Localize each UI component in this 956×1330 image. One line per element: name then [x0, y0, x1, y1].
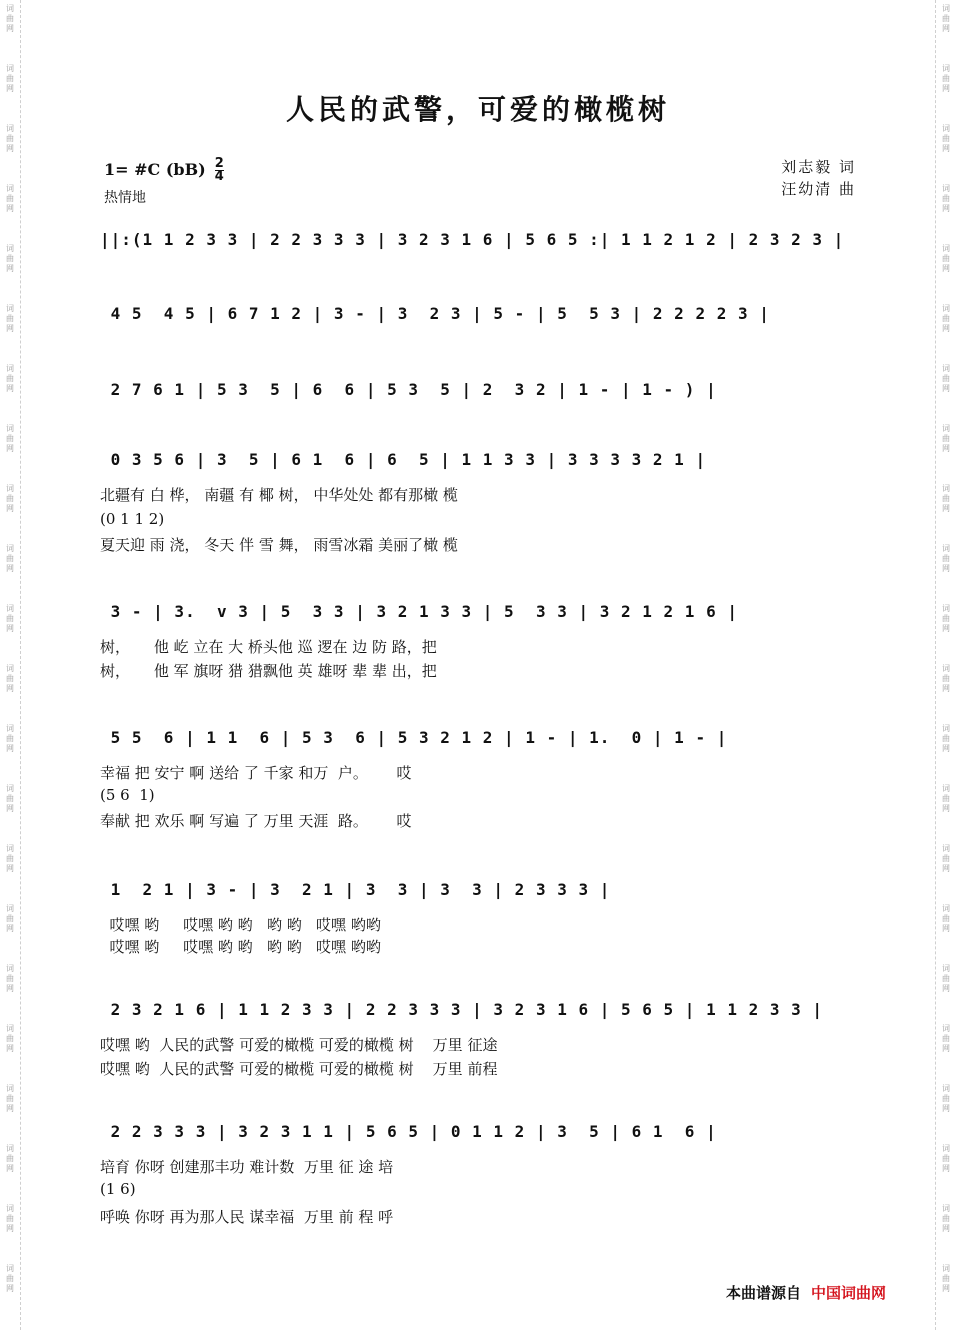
watermark-glyph-group: 词 曲 网 [942, 304, 950, 333]
lyric-verse-1: 幸福 把 安宁 啊 送给 了 千家 和万 户。 哎 [100, 764, 412, 782]
notation-line: 5 5 6 | 1 1 6 | 5 3 6 | 5 3 2 1 2 | 1 - | 1. 0 | 1 - | [100, 728, 728, 747]
watermark-glyph-group: 词 曲 网 [942, 604, 950, 633]
site-link[interactable]: 中国词曲网 [811, 1284, 887, 1302]
key-label: 1= #C (bB) [104, 160, 206, 179]
notation-line: 2 2 3 3 3 | 3 2 3 1 1 | 5 6 5 | 0 1 1 2 | 3 5 | 6 1 6 | [100, 1122, 717, 1141]
notation-line: 0 3 5 6 | 3 5 | 6 1 6 | 6 5 | 1 1 3 3 | 3 3 3 3 2 1 | [100, 450, 707, 469]
tempo-marking: 热情地 [104, 190, 146, 206]
watermark-glyph-group: 词 曲 网 [6, 184, 14, 213]
watermark-glyph-group: 词 曲 网 [6, 1264, 14, 1293]
watermark-glyph-group: 词 曲 网 [942, 4, 950, 33]
watermark-glyph-group: 词 曲 网 [6, 124, 14, 153]
watermark-glyph-group: 词 曲 网 [942, 1204, 950, 1233]
key-signature [104, 158, 224, 183]
watermark-glyph-group: 词 曲 网 [942, 964, 950, 993]
watermark-glyph-group: 词 曲 网 [6, 4, 14, 33]
source-footer [726, 1282, 886, 1303]
watermark-glyph-group: 词 曲 网 [942, 784, 950, 813]
watermark-glyph-group: 词 曲 网 [6, 844, 14, 873]
watermark-glyph-group: 词 曲 网 [942, 424, 950, 453]
watermark-glyph-group: 词 曲 网 [6, 1084, 14, 1113]
notation-line: 3 - | 3. v 3 | 5 3 3 | 3 2 1 3 3 | 5 3 3 | 3 2 1 2 1 6 | [100, 602, 738, 621]
notation-line: 2 7 6 1 | 5 3 5 | 6 6 | 5 3 5 | 2 3 2 | 1 - | 1 - ) | [100, 380, 717, 399]
watermark-glyph-group: 词 曲 网 [6, 664, 14, 693]
lyric-verse-1: 哎嘿 哟 哎嘿 哟 哟 哟 哟 哎嘿 哟哟 [100, 916, 381, 934]
lyric-verse-1: 培育 你呀 创建那丰功 难计数 万里 征 途 培 [100, 1158, 394, 1176]
lyric-verse-1: 哎嘿 哟 人民的武警 可爱的橄榄 可爱的橄榄 树 万里 征途 [100, 1036, 498, 1054]
time-signature [215, 158, 224, 183]
watermark-glyph-group: 词 曲 网 [6, 304, 14, 333]
lyric-verse-1: 北疆有 白 桦， 南疆 有 椰 树， 中华处处 都有那橄 榄 [100, 486, 458, 504]
watermark-glyph-group: 词 曲 网 [6, 364, 14, 393]
watermark-glyph-group: 词 曲 网 [6, 1144, 14, 1173]
lyric-verse-2: 呼唤 你呀 再为那人民 谋幸福 万里 前 程 呼 [100, 1208, 394, 1226]
watermark-glyph-group: 词 曲 网 [6, 784, 14, 813]
watermark-glyph-group: 词 曲 网 [942, 64, 950, 93]
watermark-glyph-group: 词 曲 网 [942, 1264, 950, 1293]
watermark-glyph-group: 词 曲 网 [942, 124, 950, 153]
watermark-glyph-group: 词 曲 网 [942, 664, 950, 693]
watermark-glyph-group: 词 曲 网 [6, 544, 14, 573]
lyric-verse-2: 夏天迎 雨 浇， 冬天 伴 雪 舞， 雨雪冰霜 美丽了橄 榄 [100, 536, 458, 554]
watermark-glyph-group: 词 曲 网 [6, 724, 14, 753]
watermark-glyph-group: 词 曲 网 [6, 244, 14, 273]
watermark-glyph-group: 词 曲 网 [6, 604, 14, 633]
lyric-verse-1: 树， 他 屹 立在 大 桥头他 巡 逻在 边 防 路，把 [100, 638, 437, 656]
time-signature-bottom: 4 [214, 169, 224, 184]
lyric-verse-2: 哎嘿 哟 人民的武警 可爱的橄榄 可爱的橄榄 树 万里 前程 [100, 1060, 498, 1078]
watermark-glyph-group: 词 曲 网 [942, 1024, 950, 1053]
notation-line: 2 3 2 1 6 | 1 1 2 3 3 | 2 2 3 3 3 | 3 2 3 1 6 | 5 6 5 | 1 1 2 3 3 | [100, 1000, 824, 1019]
watermark-glyph-group: 词 曲 网 [942, 544, 950, 573]
watermark-glyph-group: 词 曲 网 [6, 964, 14, 993]
lyricist-credit: 刘志毅 词 [781, 158, 856, 176]
lyric-alt-notes: (5 6 1) [100, 786, 155, 804]
watermark-glyph-group: 词 曲 网 [6, 1024, 14, 1053]
watermark-glyph-group: 词 曲 网 [942, 364, 950, 393]
lyric-alt-notes: (0 1 1 2) [100, 510, 165, 528]
watermark-glyph-group: 词 曲 网 [942, 244, 950, 273]
watermark-glyph-group: 词 曲 网 [942, 844, 950, 873]
time-signature-top: 2 [214, 156, 224, 171]
watermark-glyph-group: 词 曲 网 [6, 904, 14, 933]
composer-credit: 汪幼清 曲 [781, 180, 856, 198]
watermark-glyph-group: 词 曲 网 [6, 424, 14, 453]
watermark-glyph-group: 词 曲 网 [6, 64, 14, 93]
credits [781, 156, 856, 200]
notation-line: 1 2 1 | 3 - | 3 2 1 | 3 3 | 3 3 | 2 3 3 3 | [100, 880, 611, 899]
watermark-glyph-group: 词 曲 网 [942, 904, 950, 933]
watermark-glyph-group: 词 曲 网 [6, 484, 14, 513]
lyric-verse-2: 奉献 把 欢乐 啊 写遍 了 万里 天涯 路。 哎 [100, 812, 412, 830]
watermark-glyph-group: 词 曲 网 [942, 1144, 950, 1173]
watermark-glyph-group: 词 曲 网 [942, 724, 950, 753]
lyric-verse-2: 哎嘿 哟 哎嘿 哟 哟 哟 哟 哎嘿 哟哟 [100, 938, 381, 956]
lyric-verse-2: 树， 他 军 旗呀 猎 猎飘他 英 雄呀 辈 辈 出，把 [100, 662, 437, 680]
watermark-glyph-group: 词 曲 网 [6, 1204, 14, 1233]
song-title: 人民的武警，可爱的橄榄树 [285, 93, 670, 126]
watermark-strip-left [0, 0, 21, 1330]
lyric-alt-notes: (1 6) [100, 1180, 136, 1198]
watermark-glyph-group: 词 曲 网 [942, 484, 950, 513]
notation-line: 4 5 4 5 | 6 7 1 2 | 3 - | 3 2 3 | 5 - | 5 5 3 | 2 2 2 2 3 | [100, 304, 770, 323]
watermark-glyph-group: 词 曲 网 [942, 184, 950, 213]
source-label: 本曲谱源自 [726, 1284, 802, 1302]
notation-line: ||:(1 1 2 3 3 | 2 2 3 3 3 | 3 2 3 1 6 | 5 6 5 :| 1 1 2 1 2 | 2 3 2 3 | [100, 230, 845, 249]
watermark-glyph-group: 词 曲 网 [942, 1084, 950, 1113]
watermark-strip-right [935, 0, 956, 1330]
